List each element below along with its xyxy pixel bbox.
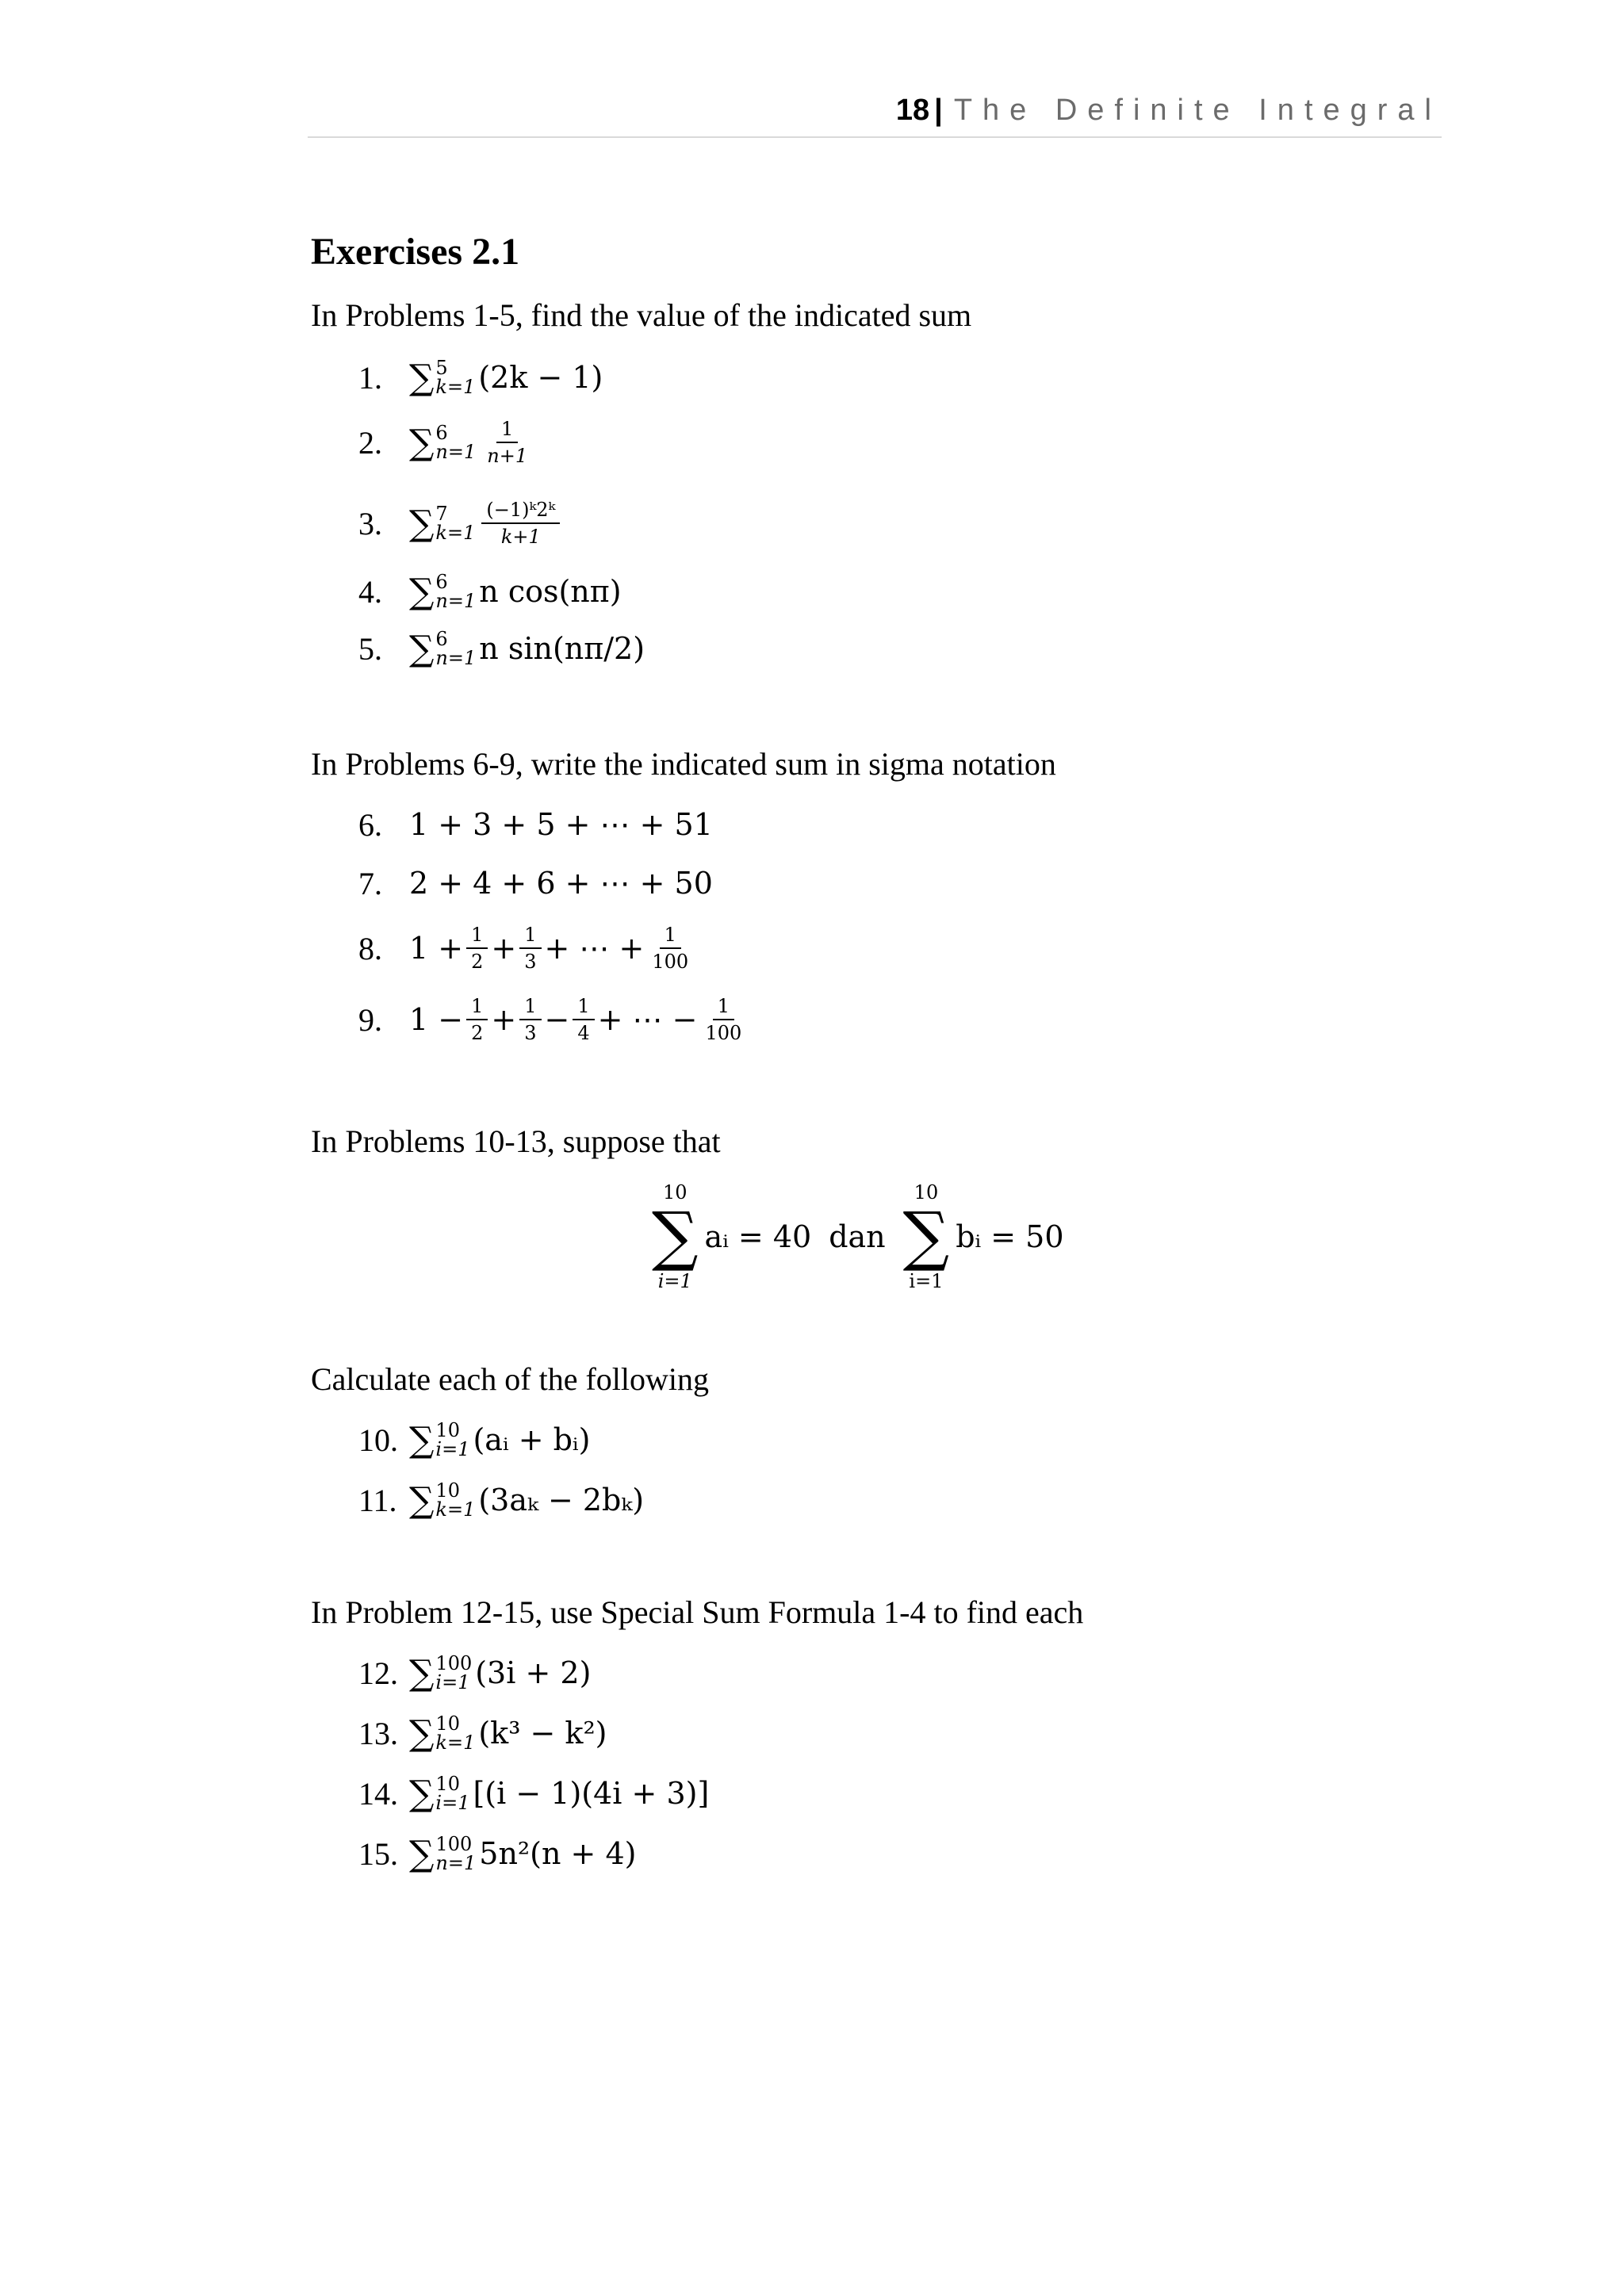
tail: + ⋯ +: [544, 931, 645, 966]
sum-b: [903, 1181, 950, 1292]
numerator: 1: [466, 995, 488, 1020]
expr-start: 1 −: [409, 1002, 464, 1037]
summand: (aᵢ + bᵢ): [473, 1422, 591, 1457]
section4-intro: In Problem 12-15, use Special Sum Formula 1-4 to find each: [311, 1594, 1084, 1630]
expr-start: 1 +: [409, 931, 464, 966]
operator: −: [544, 1002, 570, 1037]
lower-limit: i=1: [909, 1270, 944, 1292]
sigma-symbol: ∑: [409, 1652, 435, 1693]
sum-limits: [435, 423, 476, 461]
sigma-symbol: ∑: [409, 422, 435, 463]
sum-a: [652, 1181, 699, 1292]
summand: n cos(nπ): [479, 574, 622, 609]
problem-number: 14.: [358, 1775, 398, 1812]
numerator: 1: [519, 995, 541, 1020]
lower-limit: k=1: [435, 1732, 476, 1754]
sum-limits: [435, 1774, 469, 1812]
sigma-symbol: ∑: [902, 1199, 950, 1274]
sigma-symbol: ∑: [409, 1479, 435, 1521]
problem-9: [358, 996, 749, 1043]
sum-limits: [435, 1714, 475, 1752]
problem-2: [358, 419, 535, 466]
lower-limit: i=1: [435, 1438, 470, 1460]
upper-limit: 10: [663, 1181, 688, 1203]
lower-limit: n=1: [435, 441, 477, 463]
lower-limit: n=1: [435, 590, 477, 612]
problem-5: [358, 625, 645, 672]
denominator: 2: [471, 1022, 484, 1044]
upper-limit: 6: [435, 571, 448, 593]
upper-limit: 10: [435, 1419, 460, 1441]
lower-limit: i=1: [435, 1671, 470, 1693]
fraction: [466, 924, 488, 973]
sigma-symbol: ∑: [409, 628, 435, 669]
lower-limit: k=1: [435, 1498, 476, 1521]
numerator: 1: [519, 924, 541, 949]
sum-expression: 1 + 3 + 5 + ⋯ + 51: [409, 807, 713, 842]
section2-intro: In Problems 6-9, write the indicated sum in sigma notation: [311, 746, 1056, 782]
denominator: k+1: [500, 526, 541, 548]
numerator: (−1)ᵏ2ᵏ: [481, 499, 560, 524]
problem-13: [358, 1709, 607, 1757]
sum-limits: [435, 358, 475, 396]
problem-15: [358, 1830, 636, 1877]
fraction: [482, 418, 532, 467]
denominator: 100: [652, 951, 689, 973]
lower-limit: n=1: [435, 647, 477, 669]
operator: +: [491, 931, 517, 966]
conjunction: dan: [829, 1219, 886, 1254]
numerator: 1: [713, 995, 734, 1020]
summand: (k³ − k²): [478, 1716, 607, 1751]
sigma-symbol: ∑: [409, 1833, 435, 1874]
summand: (3aₖ − 2bₖ): [478, 1483, 645, 1517]
fraction: [519, 995, 541, 1044]
sum-limits: [435, 629, 476, 668]
sum-limits: [435, 1654, 472, 1692]
problem-1: [358, 354, 603, 401]
upper-limit: 100: [435, 1652, 473, 1674]
sigma-symbol: ∑: [652, 1199, 699, 1274]
sigma-symbol: ∑: [409, 503, 435, 544]
sum-limits: [435, 1481, 475, 1519]
sum-limits: [435, 504, 475, 542]
term-a: aᵢ = 40: [704, 1219, 812, 1254]
upper-limit: 100: [435, 1833, 473, 1855]
sigma-symbol: ∑: [409, 357, 435, 398]
numerator: 1: [573, 995, 594, 1020]
summand: n sin(nπ/2): [479, 631, 645, 666]
sum-limits: [435, 1421, 469, 1459]
problem-number: 11.: [358, 1482, 397, 1518]
lower-limit: i=1: [657, 1270, 692, 1292]
upper-limit: 10: [914, 1181, 939, 1203]
upper-limit: 10: [435, 1712, 460, 1735]
problem-4: [358, 568, 622, 615]
denominator: n+1: [487, 445, 528, 467]
denominator: 3: [524, 951, 537, 973]
problem-number: 13.: [358, 1715, 398, 1751]
page-title: Exercises 2.1: [311, 231, 520, 273]
upper-limit: 10: [435, 1773, 460, 1795]
problem-number: 5.: [358, 630, 382, 667]
fraction: [519, 924, 541, 973]
fraction: [573, 995, 594, 1044]
summand: [(i − 1)(4i + 3)]: [473, 1776, 710, 1811]
problem-6: [358, 801, 713, 848]
numerator: 1: [496, 418, 518, 443]
lower-limit: n=1: [435, 1852, 477, 1874]
numerator: 1: [466, 924, 488, 949]
problem-7: [358, 859, 713, 907]
sigma-symbol: ∑: [409, 1712, 435, 1754]
denominator: 3: [524, 1022, 537, 1044]
summand: (2k − 1): [478, 360, 603, 395]
fraction: [647, 924, 693, 973]
header-separator: |: [934, 94, 944, 127]
section3-intro: In Problems 10-13, suppose that: [311, 1123, 721, 1159]
sigma-symbol: ∑: [409, 571, 435, 612]
problem-10: [358, 1416, 590, 1464]
fraction: [481, 499, 560, 548]
upper-limit: 5: [435, 357, 448, 379]
denominator: 4: [577, 1022, 590, 1044]
summand: (3i + 2): [475, 1655, 592, 1690]
calc-intro: Calculate each of the following: [311, 1361, 710, 1397]
problem-12: [358, 1649, 591, 1697]
denominator: 2: [471, 951, 484, 973]
problem-number: 9.: [358, 1001, 382, 1038]
sum-expression: 2 + 4 + 6 + ⋯ + 50: [409, 866, 713, 901]
upper-limit: 10: [435, 1479, 460, 1502]
header-rule: [308, 136, 1442, 138]
sigma-symbol: ∑: [409, 1773, 435, 1814]
problem-8: [358, 924, 696, 972]
sum-limits: [435, 1835, 476, 1873]
operator: +: [491, 1002, 517, 1037]
problem-number: 15.: [358, 1835, 398, 1872]
problem-number: 8.: [358, 930, 382, 966]
lower-limit: k=1: [435, 522, 476, 544]
given-sums: [652, 1165, 1064, 1308]
sum-limits: [435, 572, 476, 610]
numerator: 1: [660, 924, 681, 949]
sigma-symbol: ∑: [409, 1419, 435, 1460]
upper-limit: 6: [435, 628, 448, 650]
term-b: bᵢ = 50: [956, 1219, 1064, 1254]
problem-number: 1.: [358, 359, 382, 396]
problem-11: [358, 1476, 644, 1524]
fraction: [466, 995, 488, 1044]
upper-limit: 7: [435, 503, 448, 525]
fraction: [700, 995, 746, 1044]
summand: 5n²(n + 4): [479, 1836, 637, 1871]
section1-intro: In Problems 1-5, find the value of the indicated sum: [311, 297, 972, 333]
header-title: The Definite Integral: [953, 94, 1442, 127]
problem-number: 10.: [358, 1422, 398, 1458]
problem-number: 6.: [358, 806, 382, 843]
tail: + ⋯ −: [597, 1002, 698, 1037]
problem-3: [358, 499, 563, 547]
problem-14: [358, 1770, 709, 1817]
problem-number: 4.: [358, 573, 382, 610]
lower-limit: k=1: [435, 376, 476, 398]
denominator: 100: [705, 1022, 742, 1044]
lower-limit: i=1: [435, 1792, 470, 1814]
problem-number: 3.: [358, 505, 382, 541]
page-header: [308, 94, 1442, 128]
upper-limit: 6: [435, 422, 448, 444]
page-number: 18: [895, 94, 930, 127]
problem-number: 12.: [358, 1655, 398, 1691]
problem-number: 7.: [358, 865, 382, 901]
problem-number: 2.: [358, 424, 382, 461]
